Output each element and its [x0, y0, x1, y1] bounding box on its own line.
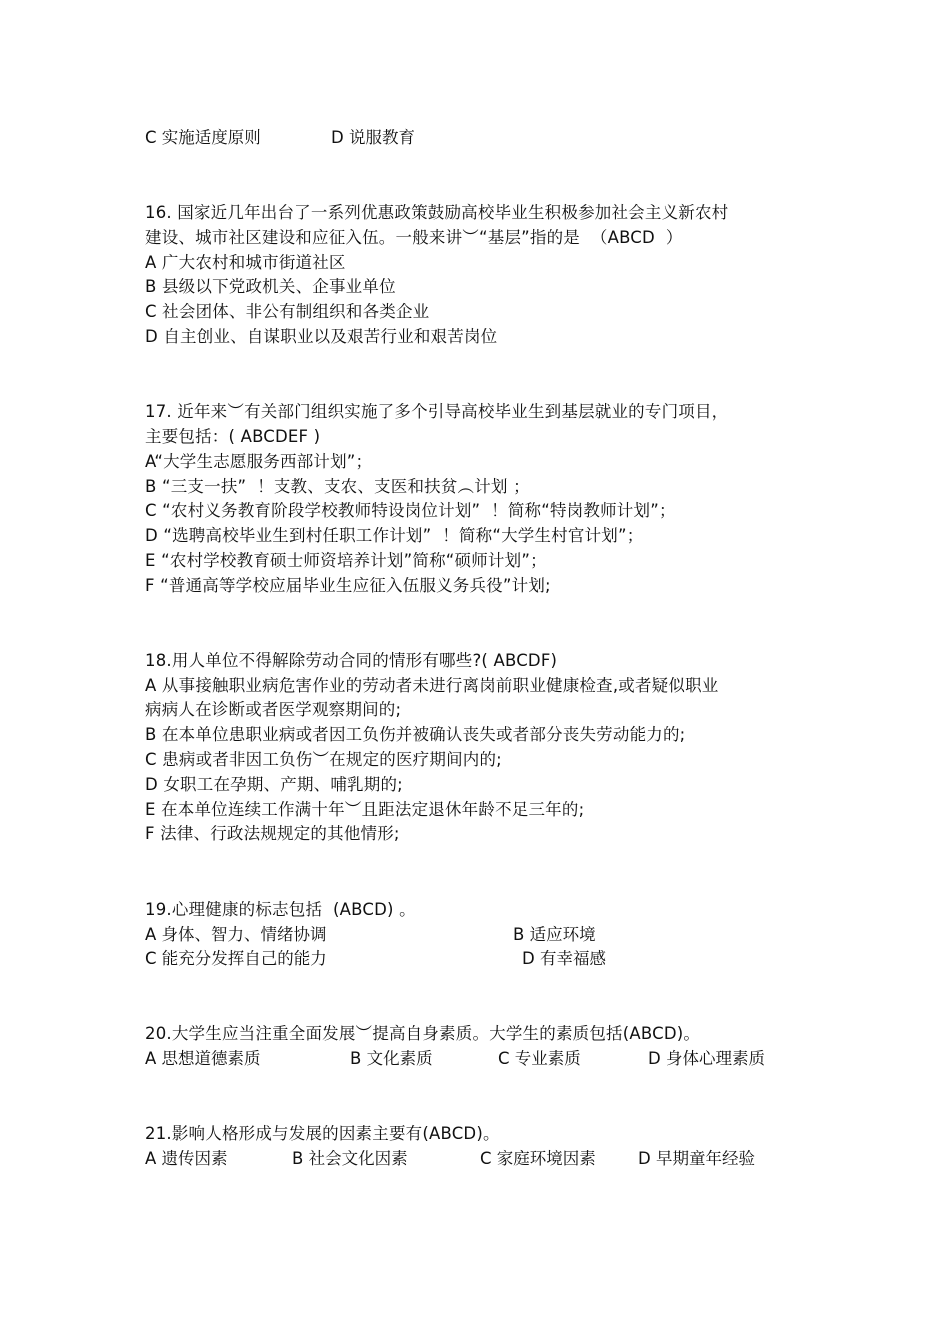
- q17-stem-line-1: 17. 近年来︶有关部门组织实施了多个引导高校毕业生到基层就业的专门项目，: [145, 402, 729, 421]
- q20-option-d: D 身体心理素质: [648, 1049, 765, 1068]
- q17-option-a: A“大学生志愿服务西部计划”；: [145, 452, 373, 471]
- q21-option-b: B 社会文化因素: [292, 1149, 408, 1168]
- q17-option-d: D “选聘高校毕业生到村任职工作计划” ！简称“大学生村官计划”；: [145, 526, 644, 545]
- q19-option-d: D 有幸福感: [522, 949, 606, 968]
- q19-stem: 19.心理健康的标志包括 (ABCD) 。: [145, 900, 416, 919]
- q16-option-d: D 自主创业、自谋职业以及艰苦行业和艰苦岗位: [145, 327, 498, 346]
- q19-option-c: C 能充分发挥自己的能力: [145, 949, 327, 968]
- q16-option-c: C 社会团体、非公有制组织和各类企业: [145, 302, 430, 321]
- q15-option-d: D 说服教育: [331, 128, 415, 147]
- q18-stem: 18.用人单位不得解除劳动合同的情形有哪些?( ABCDF): [145, 651, 558, 670]
- q19-option-a: A 身体、智力、情绪协调: [145, 925, 327, 944]
- q16-stem-line-2: 建设、城市社区建设和应征入伍。一般来讲︶“基层”指的是 （ABCD ）: [145, 228, 683, 247]
- q18-option-e: E 在本单位连续工作满十年︶且距法定退休年龄不足三年的;: [145, 800, 585, 819]
- q18-option-a-line-1: A 从事接触职业病危害作业的劳动者未进行离岗前职业健康检查,或者疑似职业: [145, 676, 719, 695]
- q21-stem: 21.影响人格形成与发展的因素主要有(ABCD)。: [145, 1124, 500, 1143]
- q18-option-a-line-2: 病病人在诊断或者医学观察期间的;: [145, 700, 402, 719]
- q18-option-b: B 在本单位患职业病或者因工负伤并被确认丧失或者部分丧失劳动能力的;: [145, 725, 686, 744]
- q16-option-a: A 广大农村和城市街道社区: [145, 253, 346, 272]
- q21-option-d: D 早期童年经验: [638, 1149, 755, 1168]
- q17-option-c: C “农村义务教育阶段学校教师特设岗位计划” ！简称“特岗教师计划”；: [145, 501, 676, 520]
- q17-stem-line-2: 主要包括：( ABCDEF ): [145, 427, 321, 446]
- q20-option-a: A 思想道德素质: [145, 1049, 261, 1068]
- q18-option-c: C 患病或者非因工负伤︶在规定的医疗期间内的;: [145, 750, 502, 769]
- q15-option-c: C 实施适度原则: [145, 128, 261, 147]
- q20-stem: 20.大学生应当注重全面发展︶提高自身素质。大学生的素质包括(ABCD)。: [145, 1024, 701, 1043]
- q21-option-c: C 家庭环境因素: [480, 1149, 596, 1168]
- q21-option-a: A 遗传因素: [145, 1149, 228, 1168]
- q16-option-b: B 县级以下党政机关、企事业单位: [145, 277, 396, 296]
- q17-option-e: E “农村学校教育硕士师资培养计划”简称“硕师计划”；: [145, 551, 547, 570]
- q19-option-b: B 适应环境: [513, 925, 596, 944]
- q16-stem-line-1: 16. 国家近几年出台了一系列优惠政策鼓励高校毕业生积极参加社会主义新农村: [145, 203, 729, 222]
- q20-option-c: C 专业素质: [498, 1049, 581, 1068]
- q18-option-f: F 法律、行政法规规定的其他情形;: [145, 824, 400, 843]
- q17-option-b: B “三支一扶” ！支教、支农、支医和扶贫︵计划 ；: [145, 477, 530, 496]
- q18-option-d: D 女职工在孕期、产期、哺乳期的;: [145, 775, 403, 794]
- q20-option-b: B 文化素质: [350, 1049, 433, 1068]
- q17-option-f: F “普通高等学校应届毕业生应征入伍服义务兵役”计划;: [145, 576, 551, 595]
